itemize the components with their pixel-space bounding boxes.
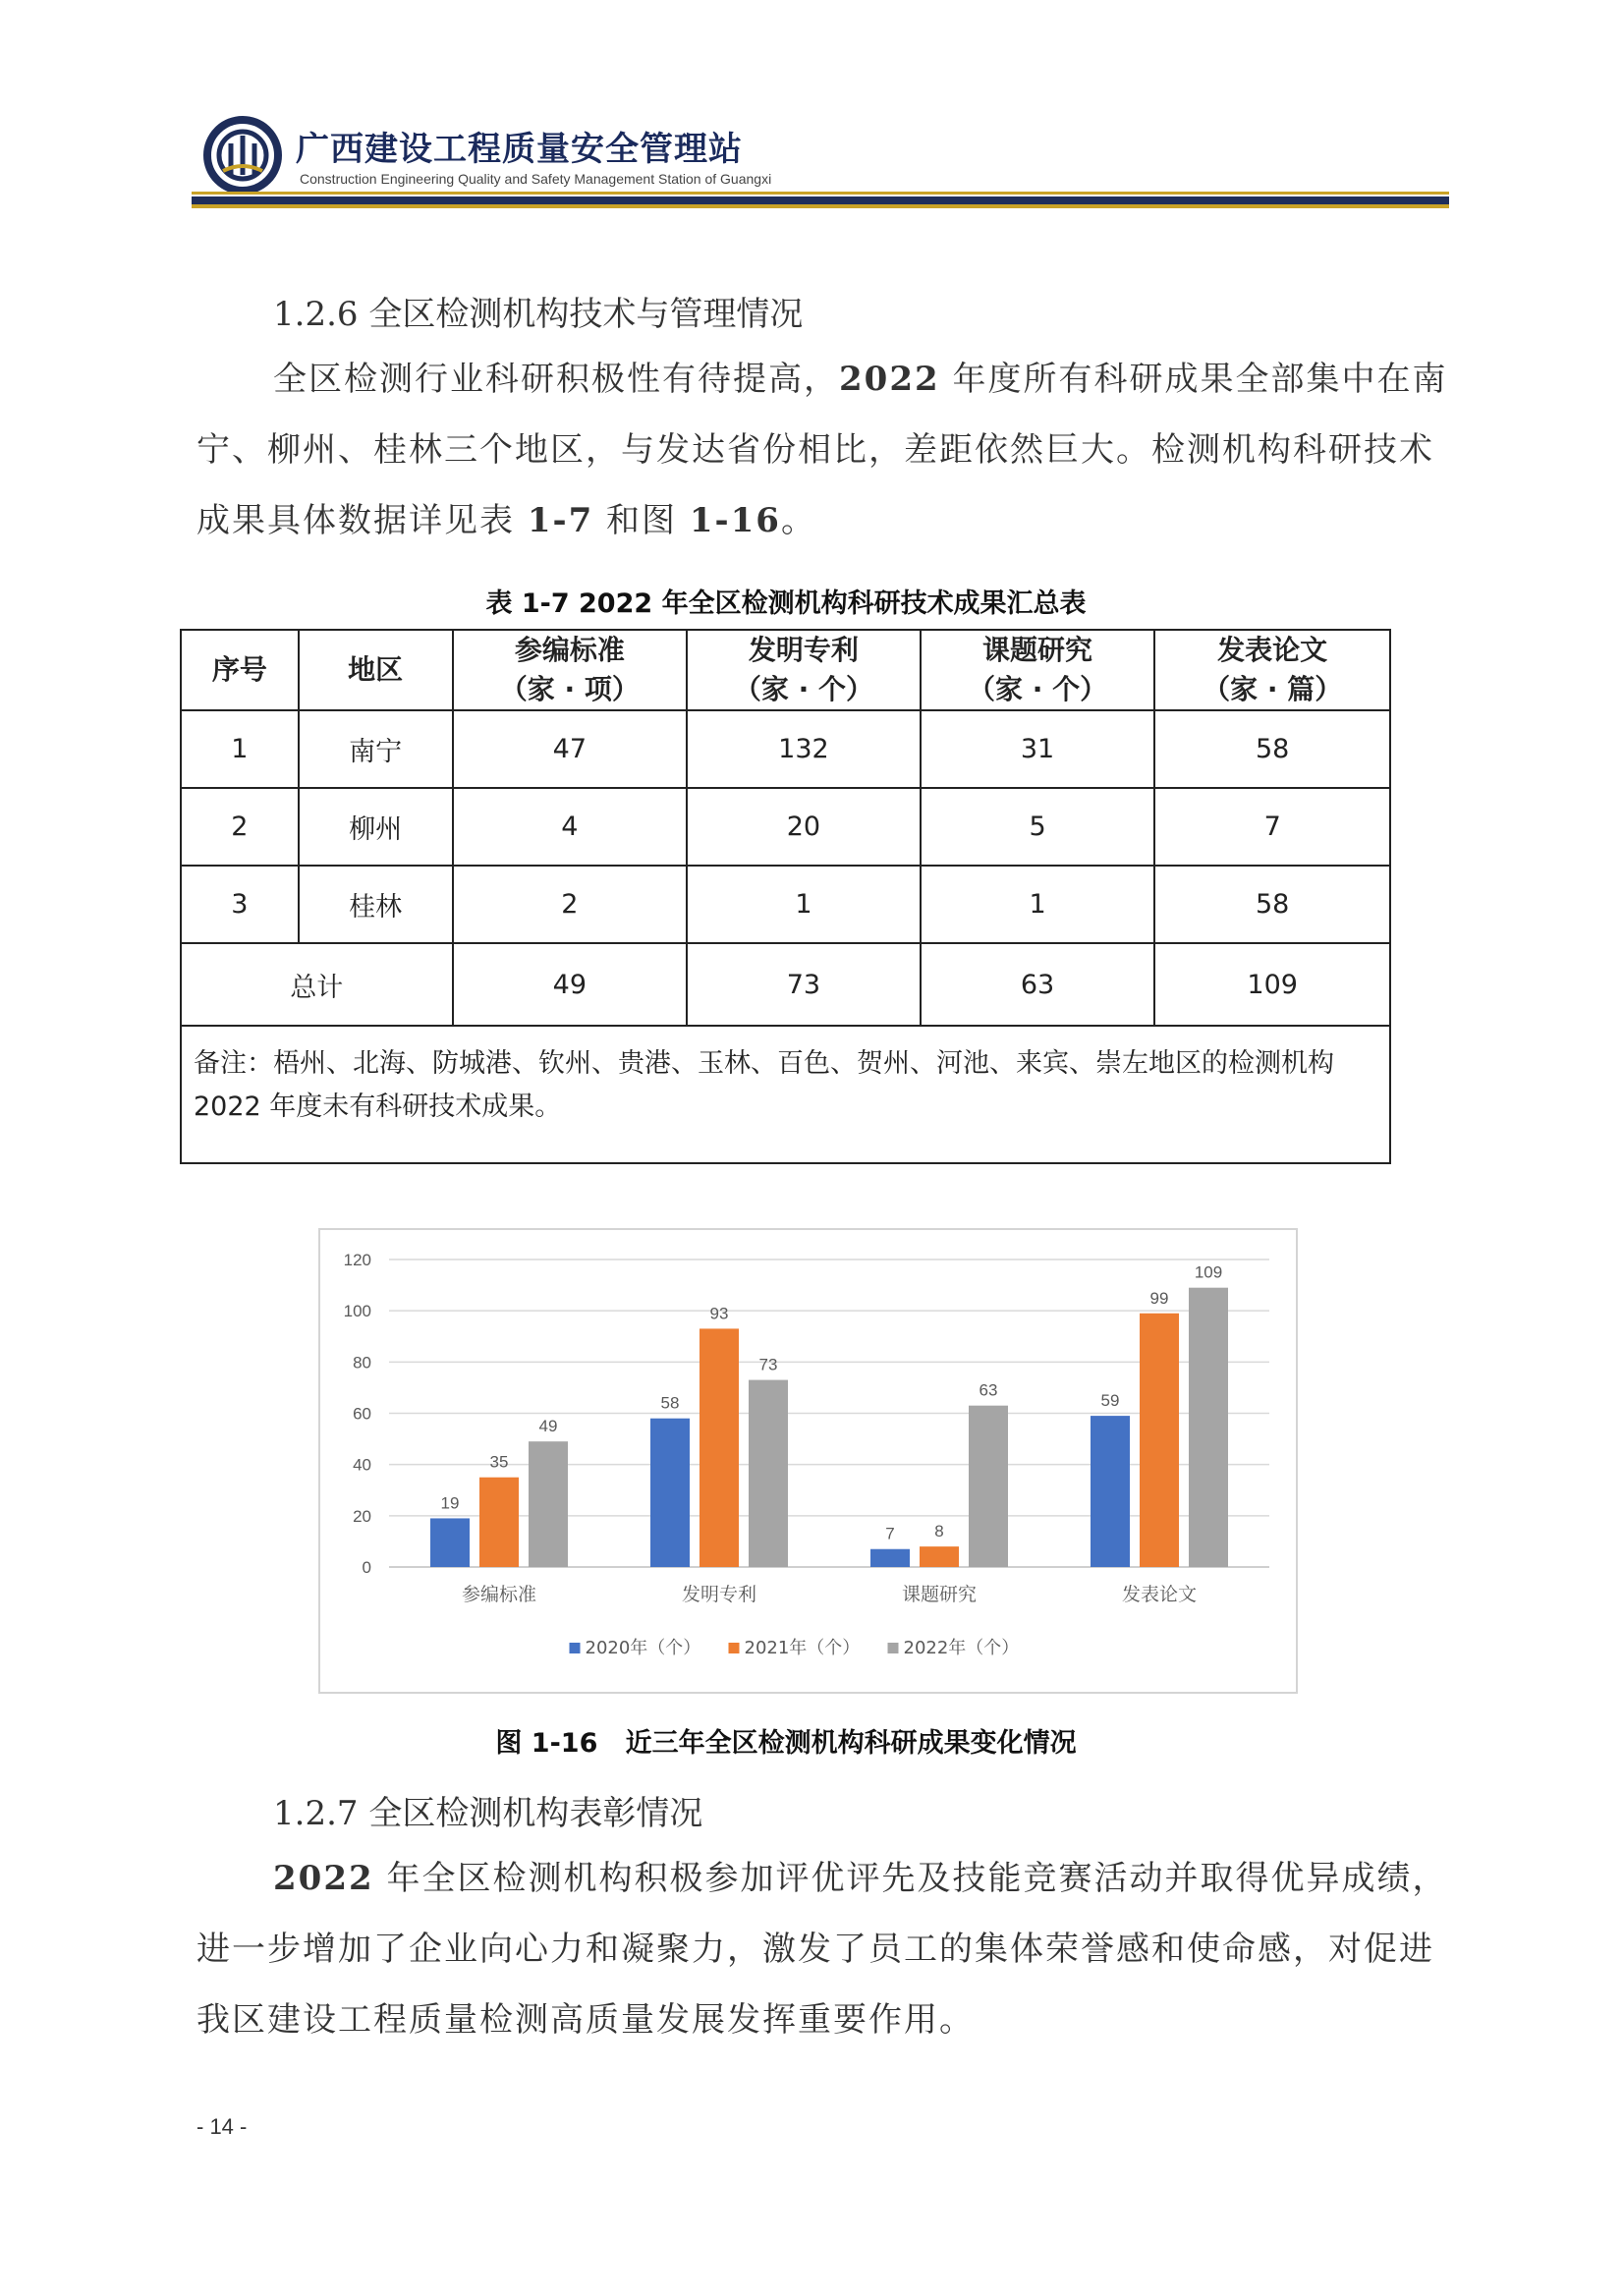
- header-region: 地区: [299, 630, 453, 710]
- table-row: [181, 788, 1390, 866]
- table-note-row: [181, 1026, 1390, 1163]
- bar: [870, 1549, 910, 1567]
- cell-research: 5: [921, 788, 1155, 866]
- bar-chart-frame: [318, 1228, 1298, 1694]
- data-label: 35: [489, 1452, 509, 1472]
- bar: [1189, 1288, 1228, 1567]
- cell-research: 1: [921, 866, 1155, 943]
- x-tick-label: 发明专利: [681, 1584, 757, 1605]
- bar: [479, 1478, 519, 1567]
- bar: [969, 1406, 1008, 1567]
- cell-patents: 20: [687, 788, 921, 866]
- data-label: 99: [1149, 1288, 1169, 1308]
- header-rule-gold: [192, 204, 1449, 208]
- legend-label: 2021年（个）: [744, 1638, 861, 1658]
- table-caption: 表 1-7 2022 年全区检测机构科研技术成果汇总表: [485, 588, 1087, 619]
- cell-no: 2: [181, 788, 299, 866]
- data-label: 49: [538, 1417, 558, 1436]
- header-patents: 发明专利 （家 · 个）: [687, 630, 921, 710]
- bar: [920, 1546, 959, 1567]
- legend-swatch: [729, 1643, 740, 1653]
- header-rule-navy: [192, 196, 1449, 204]
- table-row: [181, 866, 1390, 943]
- bar: [430, 1518, 470, 1567]
- cell-region: 南宁: [299, 710, 453, 788]
- x-tick-label: 课题研究: [901, 1584, 978, 1605]
- data-label: 109: [1194, 1262, 1223, 1282]
- data-label: 19: [440, 1493, 460, 1513]
- data-label: 59: [1100, 1391, 1120, 1411]
- cell-patents: 1: [687, 866, 921, 943]
- bar: [529, 1441, 568, 1567]
- research-results-table: [180, 629, 1391, 1164]
- cell-no: 3: [181, 866, 299, 943]
- legend-swatch: [888, 1643, 899, 1653]
- cell-standards: 4: [453, 788, 688, 866]
- legend-label: 2020年（个）: [585, 1638, 701, 1658]
- bar: [1140, 1314, 1179, 1567]
- para-table-ref: 1-7: [527, 501, 594, 540]
- bar-chart: [320, 1230, 1296, 1692]
- table-total-row: [181, 943, 1390, 1026]
- y-tick-label: 0: [362, 1558, 371, 1577]
- para-text: 和图: [593, 501, 690, 540]
- header-no: 序号: [181, 630, 299, 710]
- cell-no: 1: [181, 710, 299, 788]
- data-label: 63: [979, 1380, 998, 1400]
- cell-standards: 2: [453, 866, 688, 943]
- x-tick-label: 发表论文: [1121, 1584, 1198, 1605]
- para-text: 全区检测行业科研积极性有待提高，: [273, 360, 839, 399]
- station-logo-icon: [201, 114, 284, 196]
- section-paragraph-127: [196, 1843, 1449, 2055]
- y-tick-label: 80: [353, 1353, 371, 1372]
- para-figure-ref: 1-16: [689, 501, 781, 540]
- section-heading-126: 1.2.6 全区检测机构技术与管理情况: [273, 295, 804, 334]
- table-row: [181, 710, 1390, 788]
- y-tick-label: 20: [353, 1506, 371, 1526]
- legend-swatch: [570, 1643, 581, 1653]
- cell-research: 31: [921, 710, 1155, 788]
- cell-region: 柳州: [299, 788, 453, 866]
- cell-papers: 58: [1154, 866, 1390, 943]
- y-tick-label: 60: [353, 1404, 371, 1424]
- para-year: 2022: [839, 360, 940, 399]
- cell-total-patents: 73: [687, 943, 921, 1026]
- para-text: 年度所有科研成果全部集中在南宁、柳州、桂林三个地区，与发达省份相比，差距依然巨大。检测机构科研技术成果具体数据详见表: [196, 360, 1448, 540]
- figure-caption: 图 1-16 近三年全区检测机构科研成果变化情况: [495, 1728, 1077, 1759]
- page-header: [192, 110, 1449, 208]
- cell-papers: 7: [1154, 788, 1390, 866]
- org-name-en: Construction Engineering Quality and Safety Management Station of Guangxi: [300, 171, 772, 187]
- para-text: 。: [780, 501, 816, 540]
- y-tick-label: 40: [353, 1455, 371, 1475]
- y-tick-label: 100: [343, 1302, 371, 1321]
- table-note: 备注：梧州、北海、防城港、钦州、贵港、玉林、百色、贺州、河池、来宾、崇左地区的检测机构 2022 年度未有科研技术成果。: [181, 1026, 1390, 1163]
- data-label: 8: [934, 1522, 944, 1541]
- cell-total-label: 总计: [181, 943, 453, 1026]
- cell-patents: 132: [687, 710, 921, 788]
- bar: [1091, 1416, 1130, 1567]
- page-number: - 14 -: [196, 2114, 248, 2139]
- section-heading-127: 1.2.7 全区检测机构表彰情况: [273, 1794, 703, 1833]
- cell-standards: 47: [453, 710, 688, 788]
- data-label: 7: [885, 1524, 895, 1543]
- data-label: 93: [709, 1304, 729, 1323]
- header-standards: 参编标准 （家 · 项）: [453, 630, 688, 710]
- legend-label: 2022年（个）: [903, 1638, 1020, 1658]
- header-research: 课题研究 （家 · 个）: [921, 630, 1155, 710]
- cell-papers: 58: [1154, 710, 1390, 788]
- x-tick-label: 参编标准: [461, 1584, 537, 1605]
- header-rule-gold-top: [192, 192, 1449, 195]
- org-name-cn: 广西建设工程质量安全管理站: [296, 130, 743, 169]
- section-paragraph-126: [196, 344, 1449, 556]
- y-tick-label: 120: [343, 1251, 371, 1269]
- table-header-row: [181, 630, 1390, 710]
- para-text: 年全区检测机构积极参加评优评先及技能竞赛活动并取得优异成绩，进一步增加了企业向心力和凝聚力，激发了员工的集体荣誉感和使命感，对促进我区建设工程质量检测高质量发展发挥重要作用。: [196, 1859, 1448, 2040]
- bar: [749, 1380, 788, 1567]
- cell-total-research: 63: [921, 943, 1155, 1026]
- header-papers: 发表论文 （家 · 篇）: [1154, 630, 1390, 710]
- para-year: 2022: [273, 1859, 374, 1898]
- data-label: 58: [660, 1393, 680, 1413]
- bar: [700, 1328, 739, 1567]
- cell-total-papers: 109: [1154, 943, 1390, 1026]
- cell-region: 桂林: [299, 866, 453, 943]
- bar: [650, 1419, 690, 1567]
- data-label: 73: [758, 1355, 778, 1374]
- cell-total-standards: 49: [453, 943, 688, 1026]
